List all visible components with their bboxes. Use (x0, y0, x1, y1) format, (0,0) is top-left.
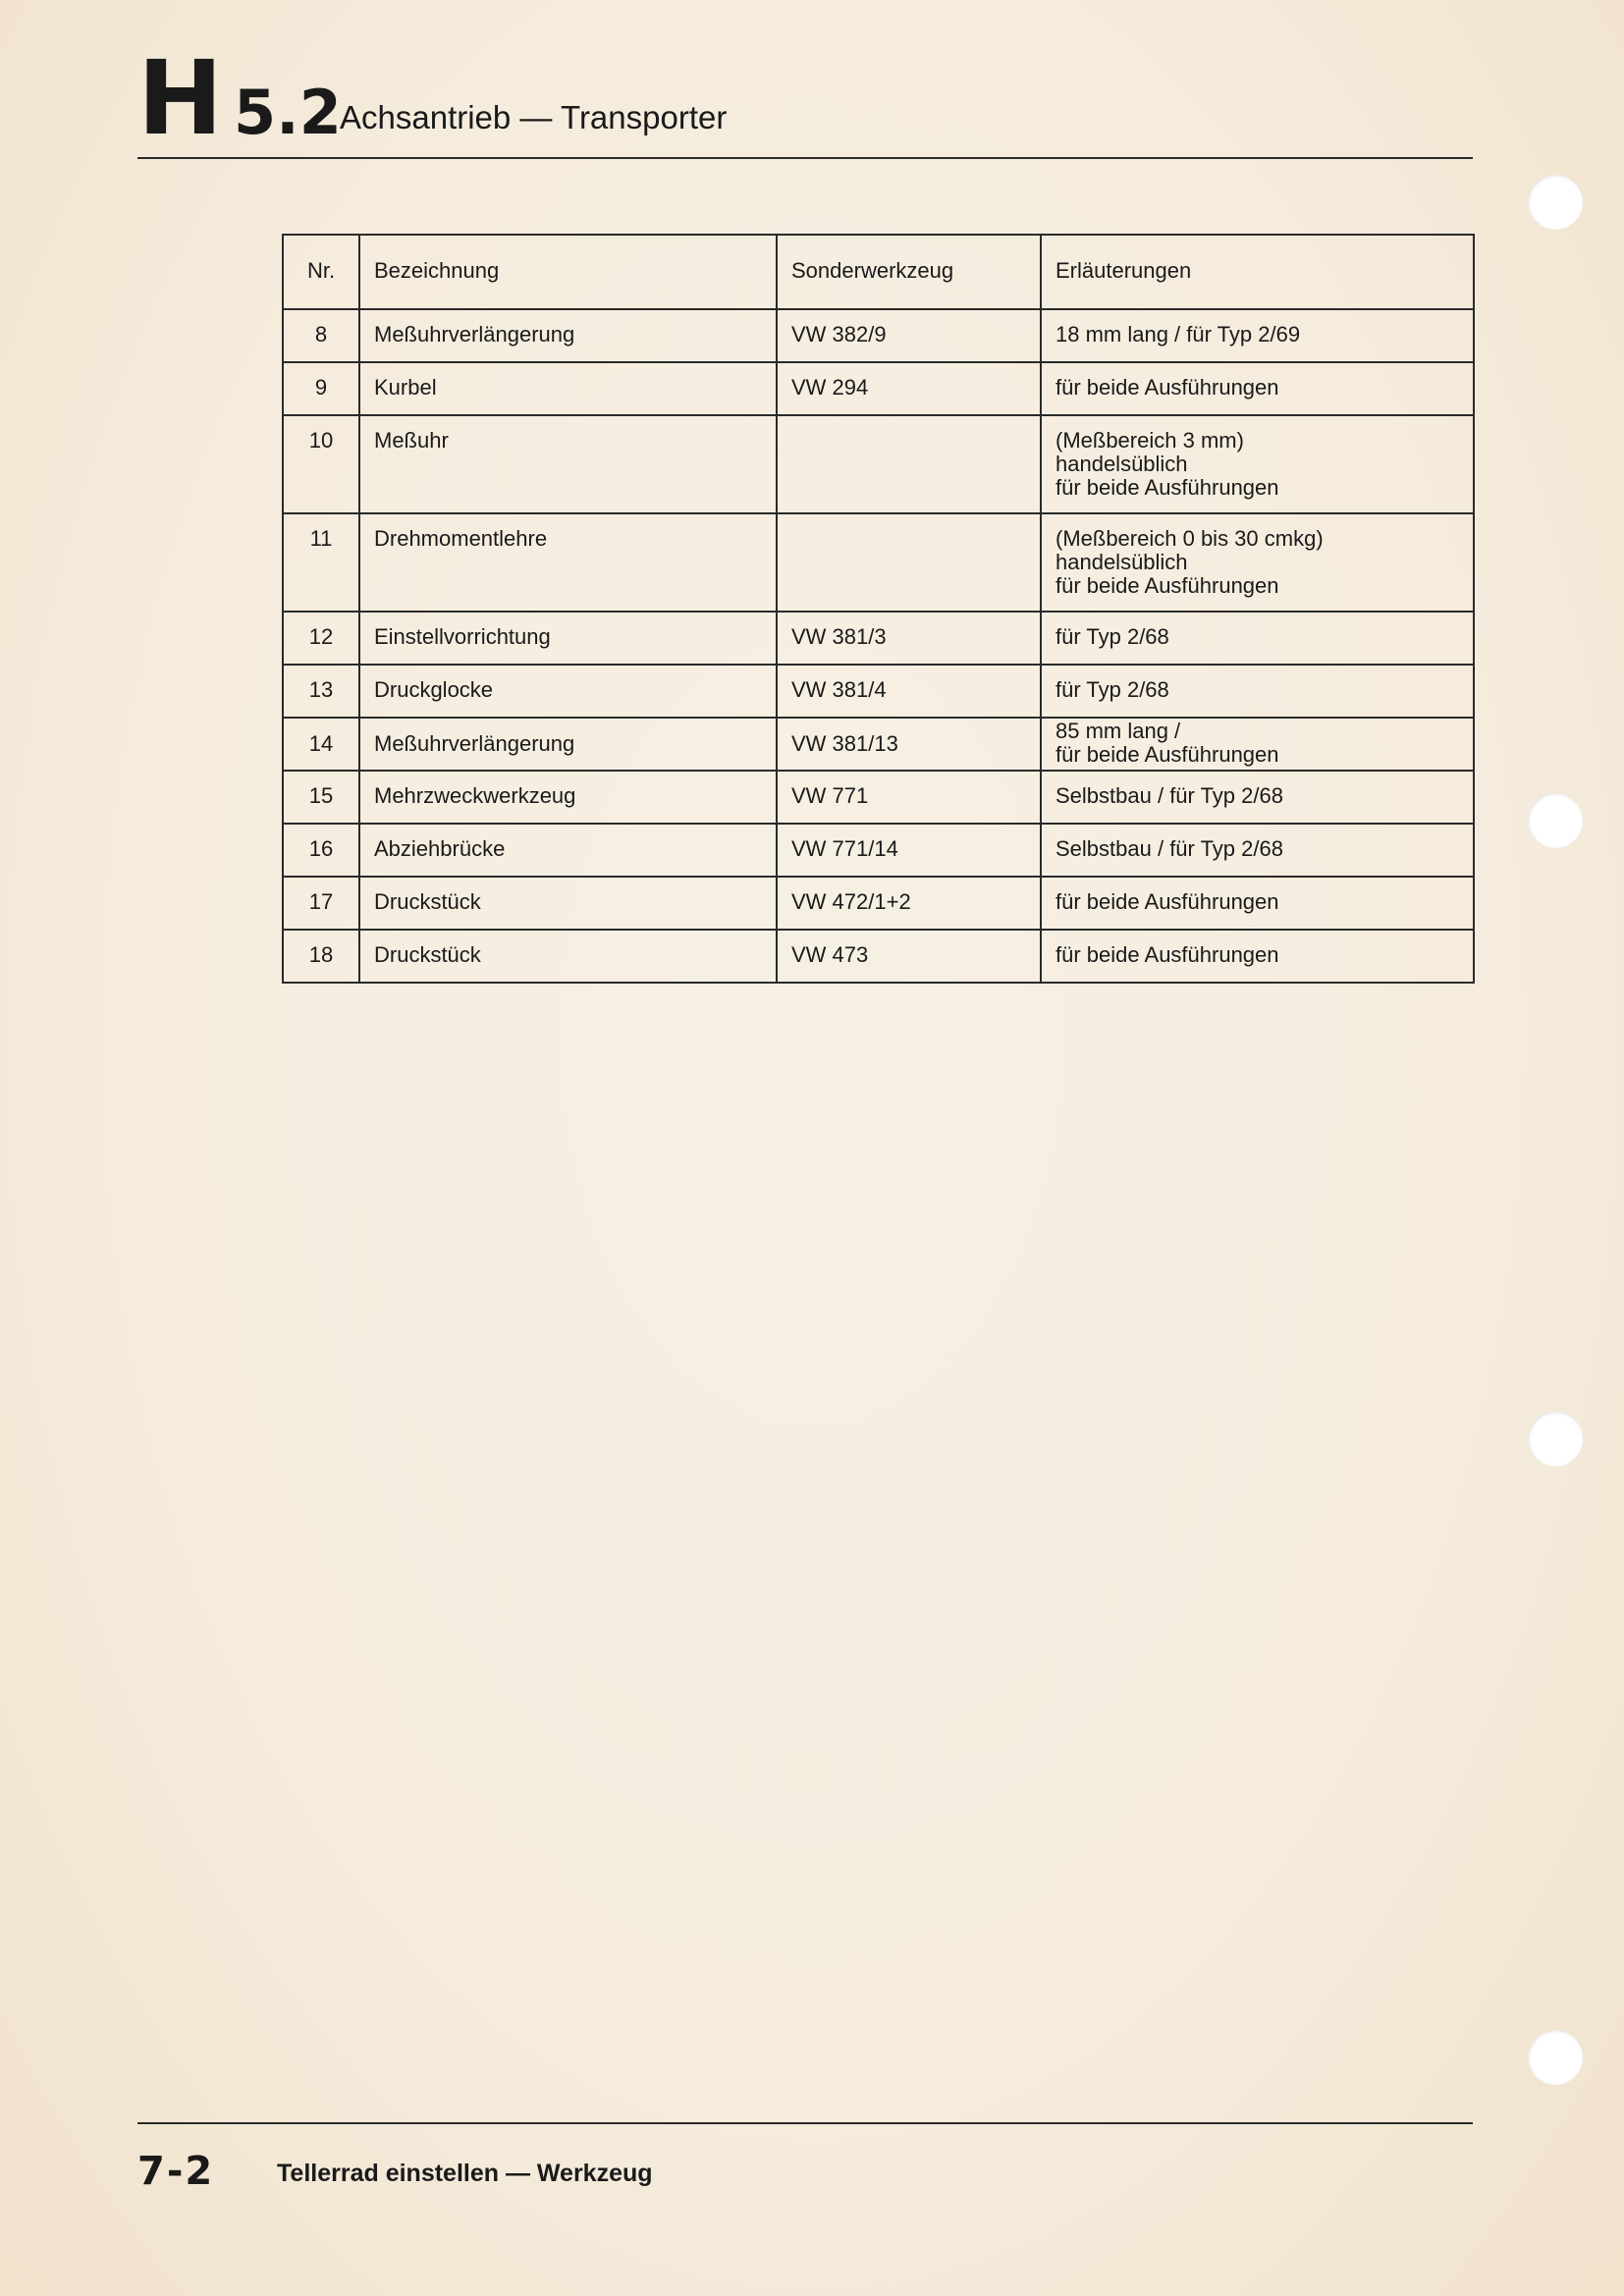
row-nr: 14 (283, 718, 359, 771)
row-name: Druckstück (359, 930, 777, 983)
table-row (283, 362, 1474, 415)
row-notes-line: für Typ 2/68 (1056, 677, 1169, 702)
row-notes (1041, 309, 1474, 362)
column-header-bezeichnung: Bezeichnung (359, 235, 777, 309)
page-header (137, 38, 1473, 159)
section-number: 5.2 (234, 77, 342, 148)
row-notes (1041, 718, 1474, 771)
row-tool: VW 381/4 (777, 665, 1041, 718)
row-name: Meßuhr (359, 415, 777, 513)
row-nr: 8 (283, 309, 359, 362)
row-name: Druckglocke (359, 665, 777, 718)
punch-hole (1528, 175, 1583, 230)
row-tool: VW 473 (777, 930, 1041, 983)
row-notes-line: für Typ 2/68 (1056, 624, 1169, 649)
row-nr: 13 (283, 665, 359, 718)
row-notes-line: für beide Ausführungen (1056, 742, 1279, 767)
row-name: Drehmomentlehre (359, 513, 777, 612)
row-tool: VW 472/1+2 (777, 877, 1041, 930)
row-notes (1041, 930, 1474, 983)
row-name: Meßuhrverlängerung (359, 718, 777, 771)
row-tool: VW 382/9 (777, 309, 1041, 362)
table-row (283, 612, 1474, 665)
row-notes-line: für beide Ausführungen (1056, 375, 1279, 400)
row-notes-line: (Meßbereich 0 bis 30 cmkg) (1056, 526, 1324, 551)
row-name: Druckstück (359, 877, 777, 930)
row-tool: VW 771/14 (777, 824, 1041, 877)
page-number: 7-2 (137, 2149, 215, 2194)
table-row (283, 771, 1474, 824)
table-row (283, 824, 1474, 877)
table-row (283, 309, 1474, 362)
row-name: Einstellvorrichtung (359, 612, 777, 665)
row-tool (777, 513, 1041, 612)
row-notes-line: Selbstbau / für Typ 2/68 (1056, 836, 1283, 861)
header-divider (137, 157, 1473, 159)
row-tool (777, 415, 1041, 513)
row-notes-line: 18 mm lang / für Typ 2/69 (1056, 322, 1301, 347)
footer-title: Tellerrad einstellen — Werkzeug (277, 2160, 653, 2187)
footer-divider (137, 2122, 1473, 2124)
punch-hole (1528, 1412, 1583, 1467)
special-tools-table (282, 234, 1475, 984)
row-name: Abziehbrücke (359, 824, 777, 877)
section-title: Achsantrieb — Transporter (340, 99, 728, 135)
row-nr: 10 (283, 415, 359, 513)
punch-hole (1528, 2030, 1583, 2085)
row-notes (1041, 824, 1474, 877)
row-name: Meßuhrverlängerung (359, 309, 777, 362)
row-notes-line: für beide Ausführungen (1056, 889, 1279, 914)
punch-hole (1528, 793, 1583, 848)
row-nr: 17 (283, 877, 359, 930)
row-notes-line: für beide Ausführungen (1056, 942, 1279, 967)
row-notes-line: für beide Ausführungen (1056, 475, 1279, 500)
row-notes (1041, 612, 1474, 665)
row-notes (1041, 665, 1474, 718)
row-notes-line: handelsüblich (1056, 550, 1188, 574)
row-name: Mehrzweckwerkzeug (359, 771, 777, 824)
row-notes-line: (Meßbereich 3 mm) (1056, 428, 1244, 453)
section-letter: H (137, 38, 222, 158)
table-row (283, 513, 1474, 612)
column-header-nr: Nr. (283, 235, 359, 309)
table-row (283, 877, 1474, 930)
row-nr: 15 (283, 771, 359, 824)
row-name: Kurbel (359, 362, 777, 415)
table-row (283, 415, 1474, 513)
row-nr: 16 (283, 824, 359, 877)
row-notes (1041, 513, 1474, 612)
table-row (283, 665, 1474, 718)
table-row (283, 930, 1474, 983)
row-notes (1041, 771, 1474, 824)
row-notes-line: 85 mm lang / (1056, 719, 1181, 743)
row-tool: VW 294 (777, 362, 1041, 415)
row-notes-line: für beide Ausführungen (1056, 573, 1279, 598)
row-tool: VW 381/3 (777, 612, 1041, 665)
table-row (283, 718, 1474, 771)
row-tool: VW 771 (777, 771, 1041, 824)
row-nr: 18 (283, 930, 359, 983)
row-tool: VW 381/13 (777, 718, 1041, 771)
row-notes (1041, 362, 1474, 415)
row-notes-line: handelsüblich (1056, 452, 1188, 476)
column-header-sonderwerkzeug: Sonderwerkzeug (777, 235, 1041, 309)
row-notes (1041, 415, 1474, 513)
row-notes-line: Selbstbau / für Typ 2/68 (1056, 783, 1283, 808)
row-nr: 12 (283, 612, 359, 665)
row-notes (1041, 877, 1474, 930)
column-header-erlaeuterungen: Erläuterungen (1041, 235, 1474, 309)
table-header-row (283, 235, 1474, 309)
row-nr: 9 (283, 362, 359, 415)
row-nr: 11 (283, 513, 359, 612)
